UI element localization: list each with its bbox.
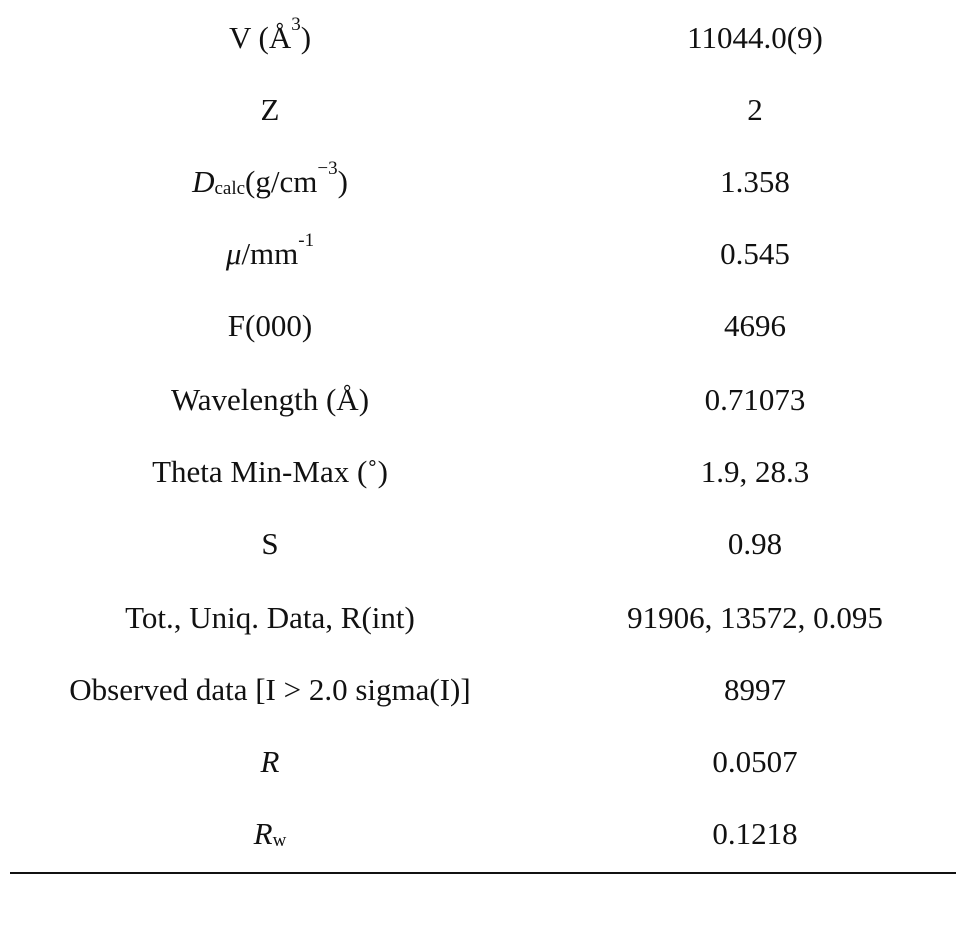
table-bottom-rule — [10, 872, 956, 874]
row-label: Z — [260, 92, 280, 127]
row-label: S — [261, 526, 279, 561]
table-row — [0, 726, 956, 798]
row-label: μ /mm -1 — [225, 230, 315, 271]
row-value: 1.358 — [720, 164, 790, 199]
table-row — [0, 74, 956, 146]
row-label: F(000) — [227, 308, 313, 343]
row-value: 1.9, 28.3 — [700, 454, 810, 489]
row-label: R — [260, 744, 280, 779]
table-row — [0, 582, 956, 654]
row-value: 4696 — [724, 308, 786, 343]
table-row — [0, 798, 956, 870]
table-row — [0, 436, 956, 508]
row-label: Observed data [I > 2.0 sigma(I)] — [69, 672, 471, 707]
row-value: 91906, 13572, 0.095 — [627, 600, 883, 635]
row-label: Theta Min-Max (˚) — [152, 454, 388, 489]
row-value: 0.1218 — [712, 816, 798, 851]
row-label: D calc (g/cm −3 ) — [192, 158, 348, 199]
row-value: 0.545 — [720, 236, 790, 271]
table-row — [0, 218, 956, 290]
row-label: V (Å 3 ) — [228, 14, 312, 55]
row-value: 0.0507 — [712, 744, 798, 779]
row-label: R w — [253, 816, 287, 851]
table-row — [0, 290, 956, 362]
row-value: 11044.0(9) — [687, 20, 823, 55]
table-row — [0, 654, 956, 726]
row-value: 0.98 — [727, 526, 783, 561]
table-row — [0, 364, 956, 436]
row-label: Tot., Uniq. Data, R(int) — [125, 600, 415, 635]
row-value: 0.71073 — [704, 382, 806, 417]
table-row — [0, 2, 956, 74]
row-value: 8997 — [724, 672, 786, 707]
table-row — [0, 146, 956, 218]
row-value: 2 — [747, 92, 763, 127]
row-label: Wavelength (Å) — [170, 382, 370, 417]
table-row — [0, 508, 956, 580]
